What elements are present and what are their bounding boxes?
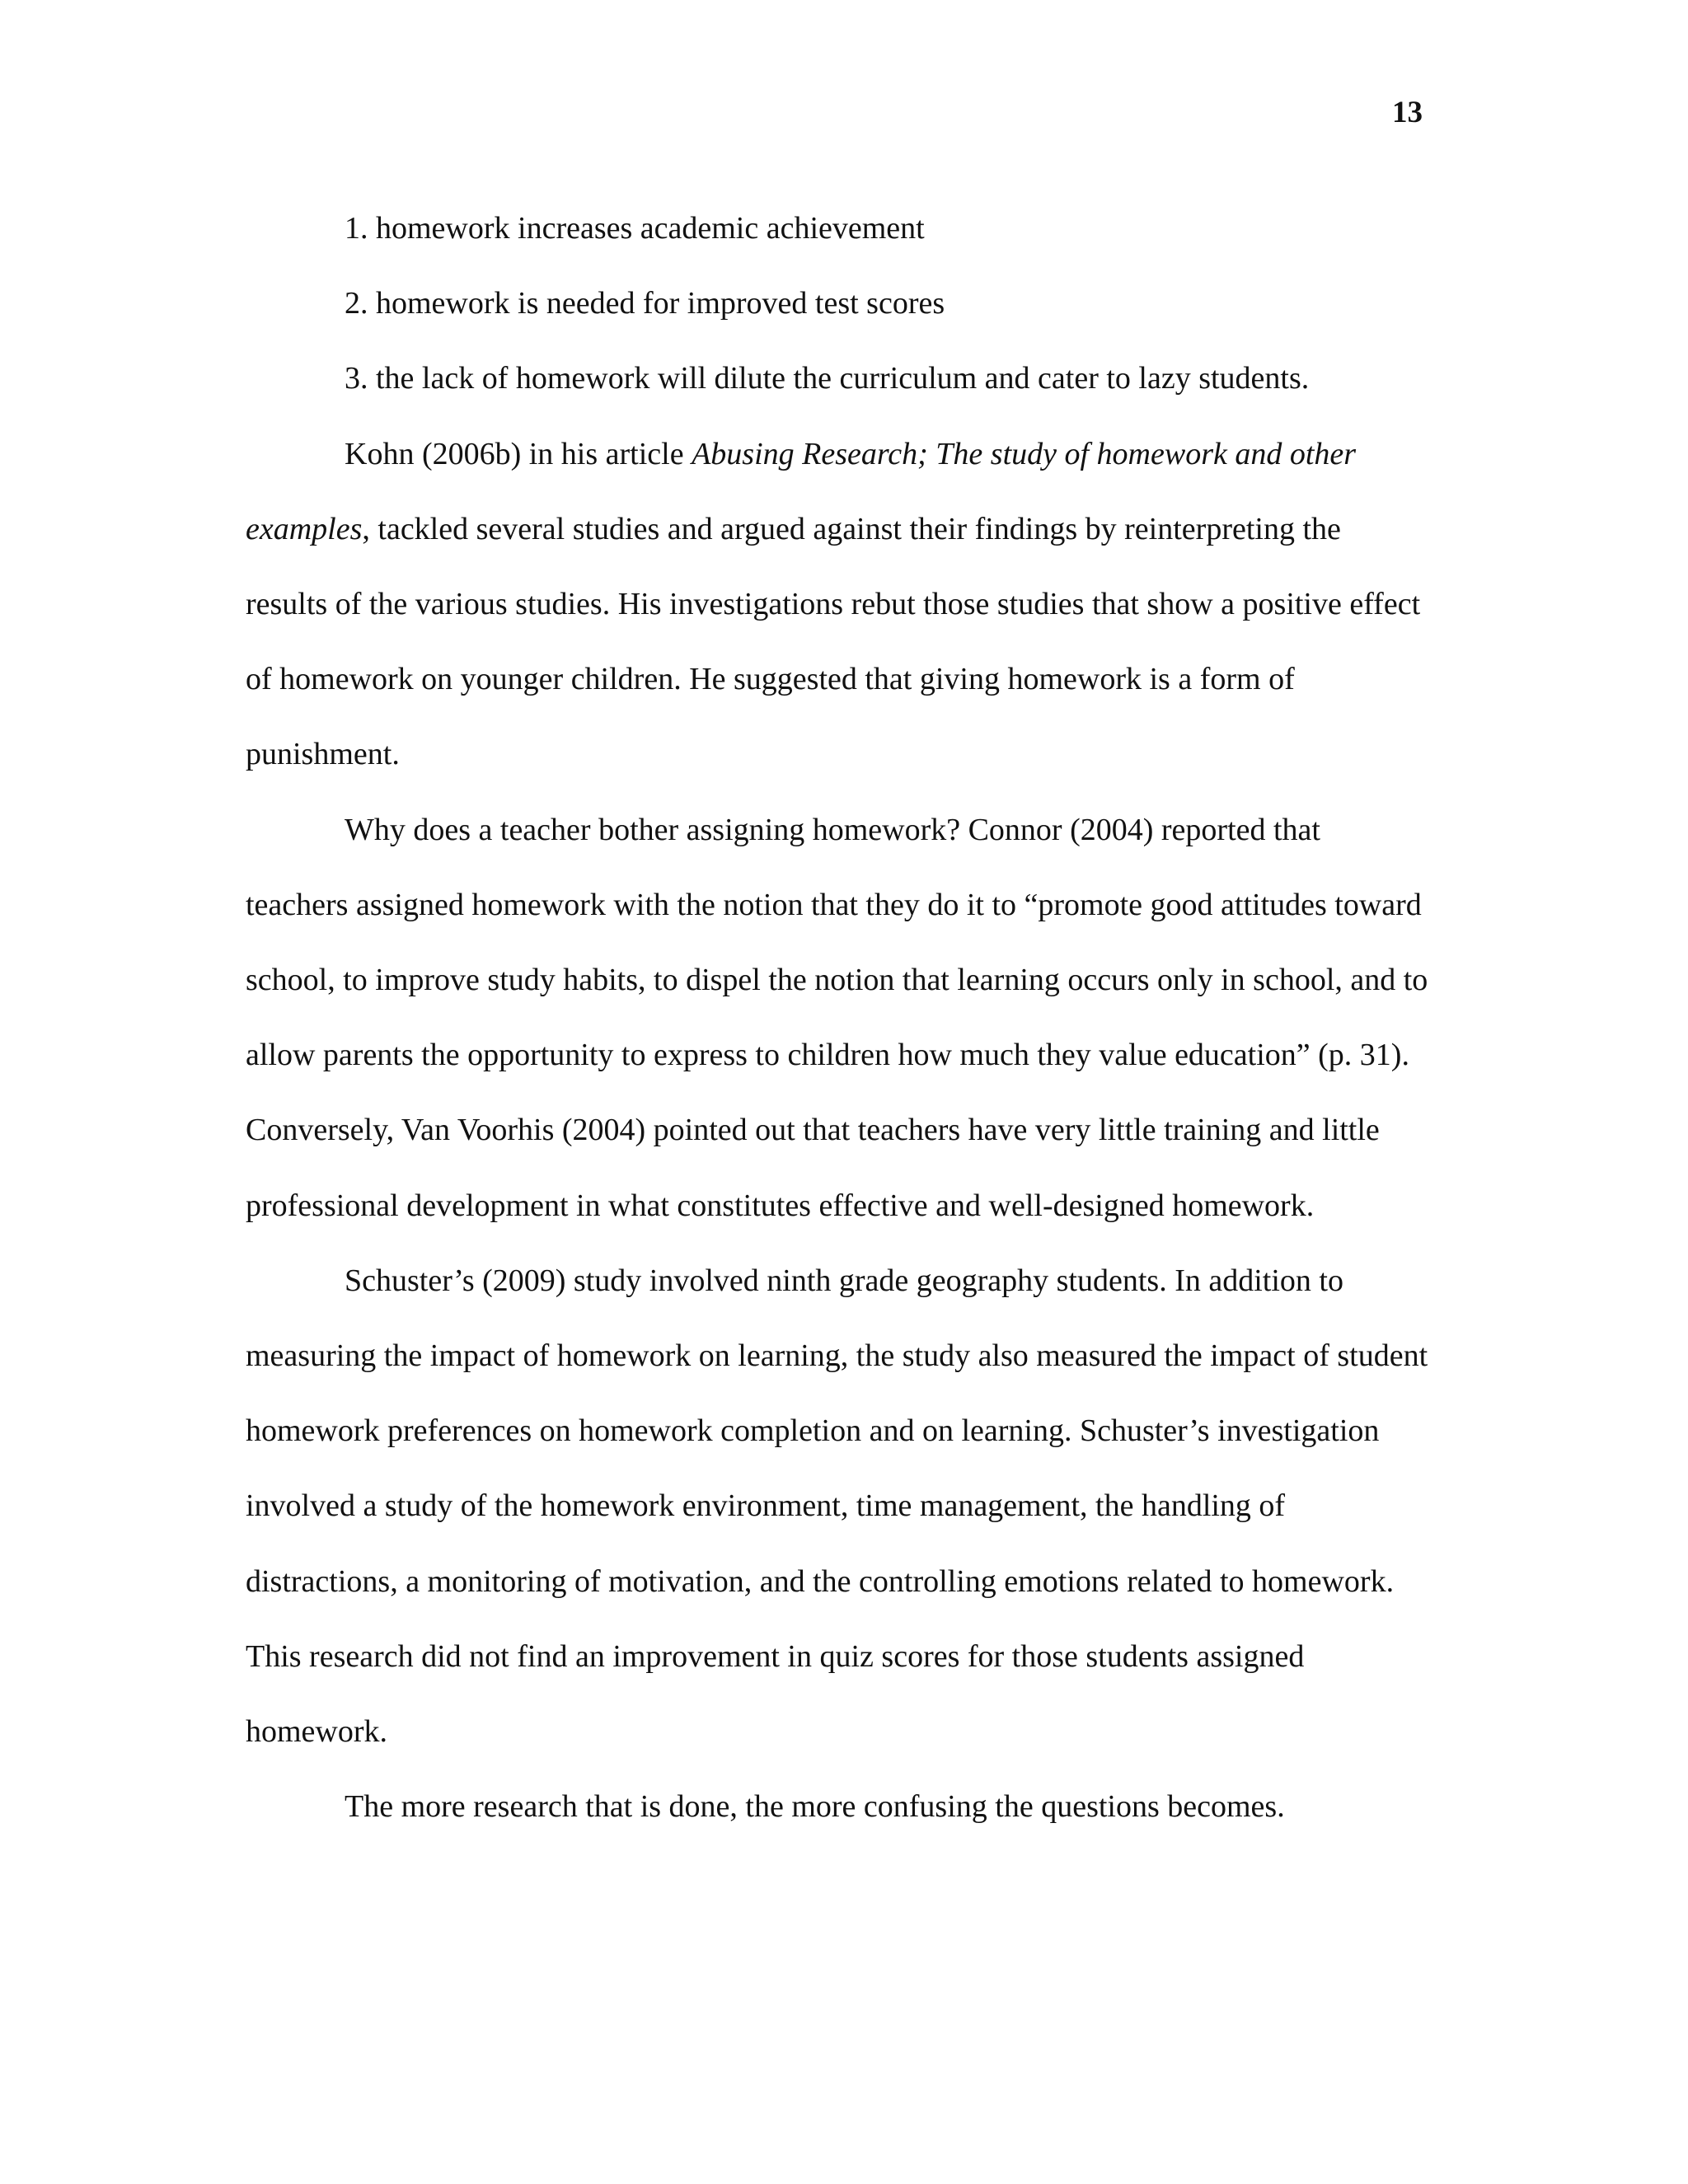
paragraph-connor: Why does a teacher bother assigning homework? Connor (2004) reported that teachers assigned homework with the notion that they do it to “promote good attitudes toward school, to improve study habits, to dispel the notion that learning occurs only in school, and to allow parents the opportunity to express to children how much they value education” (p. 31). Conversely, Van Voorhis (2004) pointed out that teachers have very little training and little professional development in what constitutes effective and well-designed homework.: [246, 812, 1428, 1223]
paragraph-kohn-rest: , tackled several studies and argued against their findings by reinterpreting the results of the various studies. His investigations rebut those studies that show a positive effect of homework on younger children. He suggested that giving homework is a form of punishment.: [246, 511, 1421, 772]
article-title: Abusing Research; The study of homework and other examples: [246, 436, 1357, 546]
paragraph-schuster: Schuster’s (2009) study involved ninth grade geography students. In addition to measuring the impact of homework on learning, the study also measured the impact of student homework preferences on homework completion and on learning. Schuster’s investigation involved a study of the homework environment, time management, the handling of distractions, a monitoring of motivation, and the controlling emotions related to homework. This research did not find an improvement in quiz scores for those students assigned homework.: [246, 1263, 1428, 1750]
list-item: 3. the lack of homework will dilute the curriculum and cater to lazy students.: [345, 361, 1310, 396]
list-item: 2. homework is needed for improved test scores: [345, 286, 945, 321]
paragraph-kohn-lead: Kohn (2006b) in his article: [345, 436, 692, 471]
paragraph-kohn: [246, 417, 1429, 793]
paragraph-conclusion: The more research that is done, the more confusing the questions becomes.: [345, 1789, 1285, 1825]
body-text: [246, 191, 1429, 1844]
list-item: 1. homework increases academic achievement: [345, 211, 925, 246]
page-number: 13: [1392, 96, 1423, 129]
